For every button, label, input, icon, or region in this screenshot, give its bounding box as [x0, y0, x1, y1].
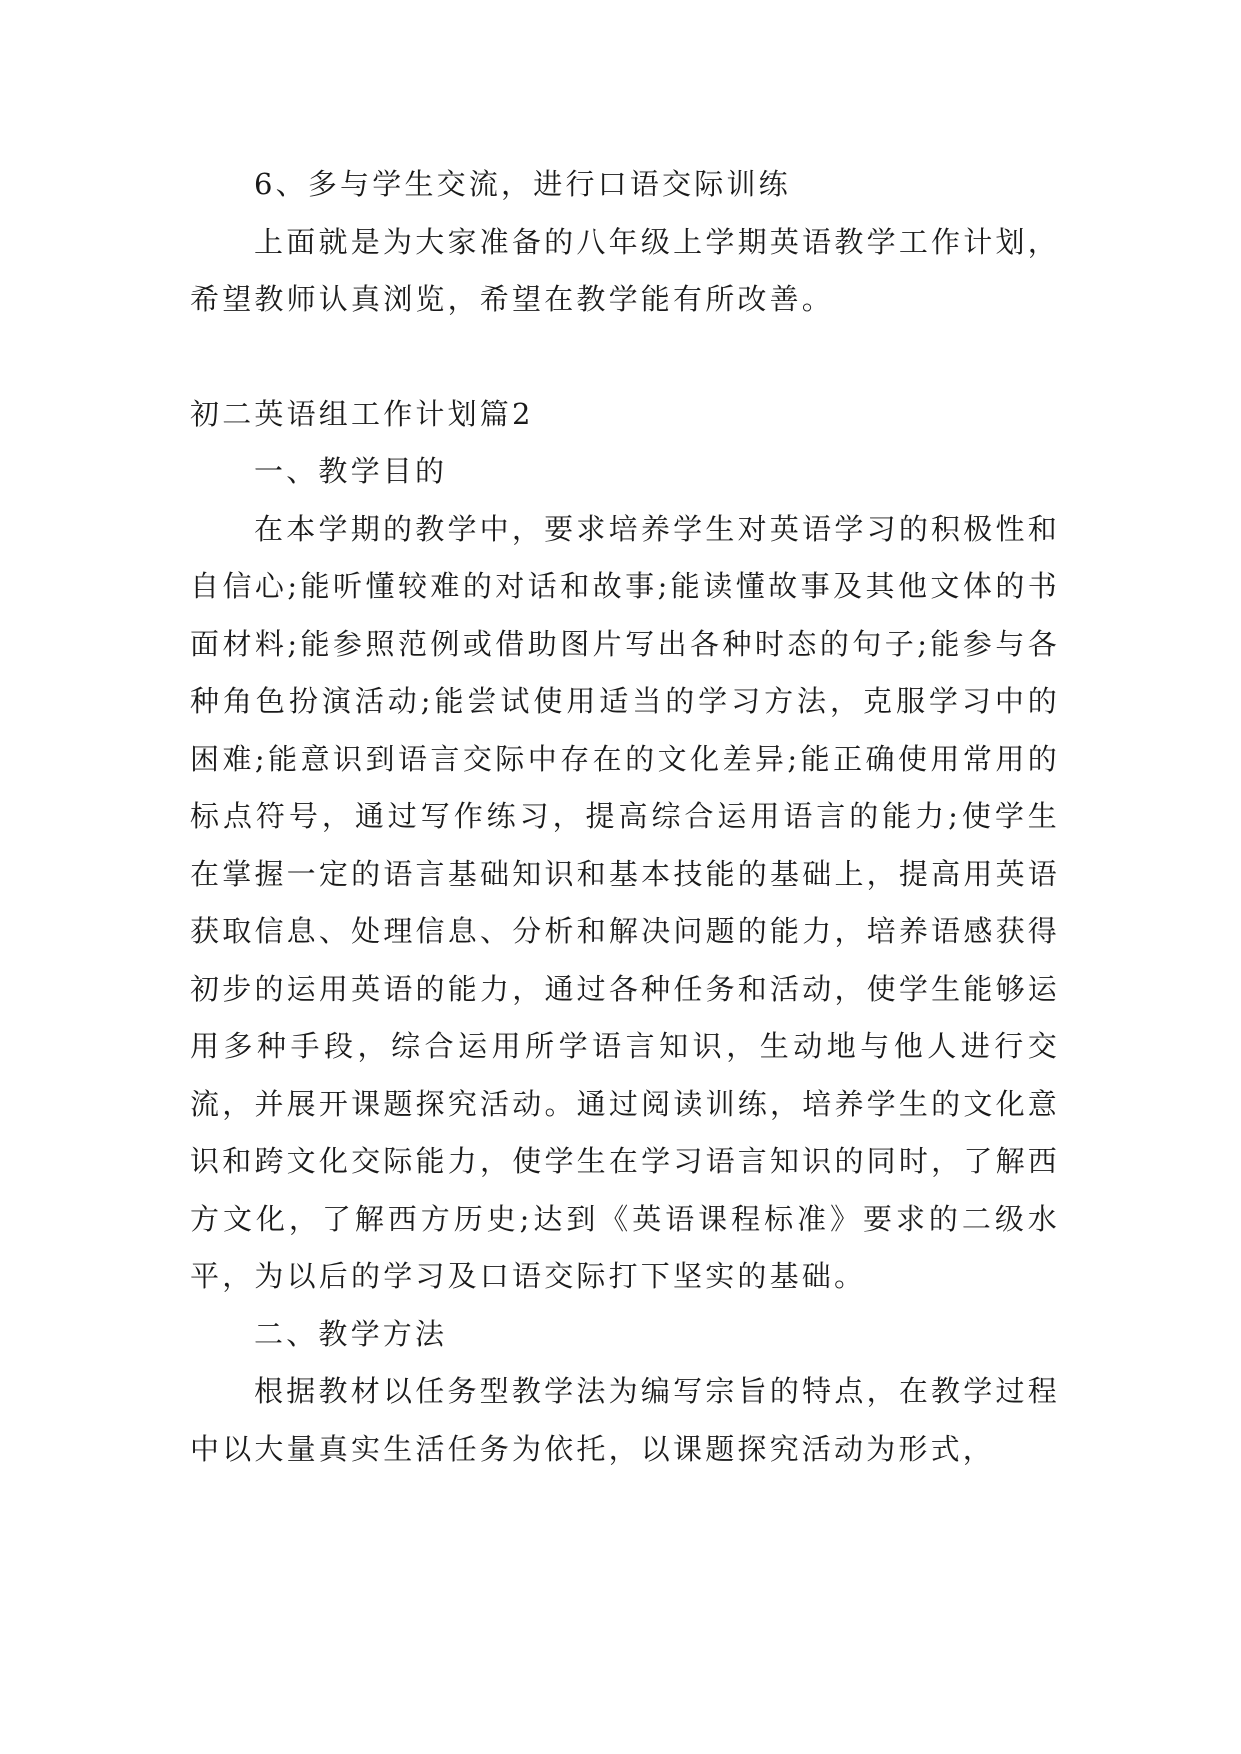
paragraph-teaching-goal: 在本学期的教学中，要求培养学生对英语学习的积极性和自信心;能听懂较难的对话和故事;能读懂故事及其他文体的书面材料;能参照范例或借助图片写出各种时态的句子;能参与各种角色扮演活动;能尝试使用适当的学习方法，克服学习中的困难;能意识到语言交际中存在的文化差异;能正确使用常用的标点符号，通过写作练习，提高综合运用语言的能力;使学生在掌握一定的语言基础知识和基本技能的基础上，提高用英语获取信息、处理信息、分析和解决问题的能力，培养语感获得初步的运用英语的能力，通过各种任务和活动，使学生能够运用多种手段，综合运用所学语言知识，生动地与他人进行交流，并展开课题探究活动。通过阅读训练，培养学生的文化意识和跨文化交际能力，使学生在学习语言知识的同时，了解西方文化，了解西方历史;达到《英语课程标准》要求的二级水平，为以后的学习及口语交际打下坚实的基础。: [190, 511, 1060, 1293]
paragraph-teaching-method: 根据教材以任务型教学法为编写宗旨的特点，在教学过程中以大量真实生活任务为依托，以课题探究活动为形式，: [190, 1374, 1060, 1466]
heading-teaching-method: 二、教学方法: [254, 1316, 448, 1351]
paragraph-summary: 上面就是为大家准备的八年级上学期英语教学工作计划，希望教师认真浏览，希望在教学能有所改善。: [190, 224, 1060, 316]
paragraph-item-6: 6、多与学生交流，进行口语交际训练: [254, 167, 791, 201]
heading-teaching-goal: 一、教学目的: [254, 454, 448, 488]
section-title: 初二英语组工作计划篇2: [190, 396, 534, 431]
document-body: [190, 156, 1060, 1478]
